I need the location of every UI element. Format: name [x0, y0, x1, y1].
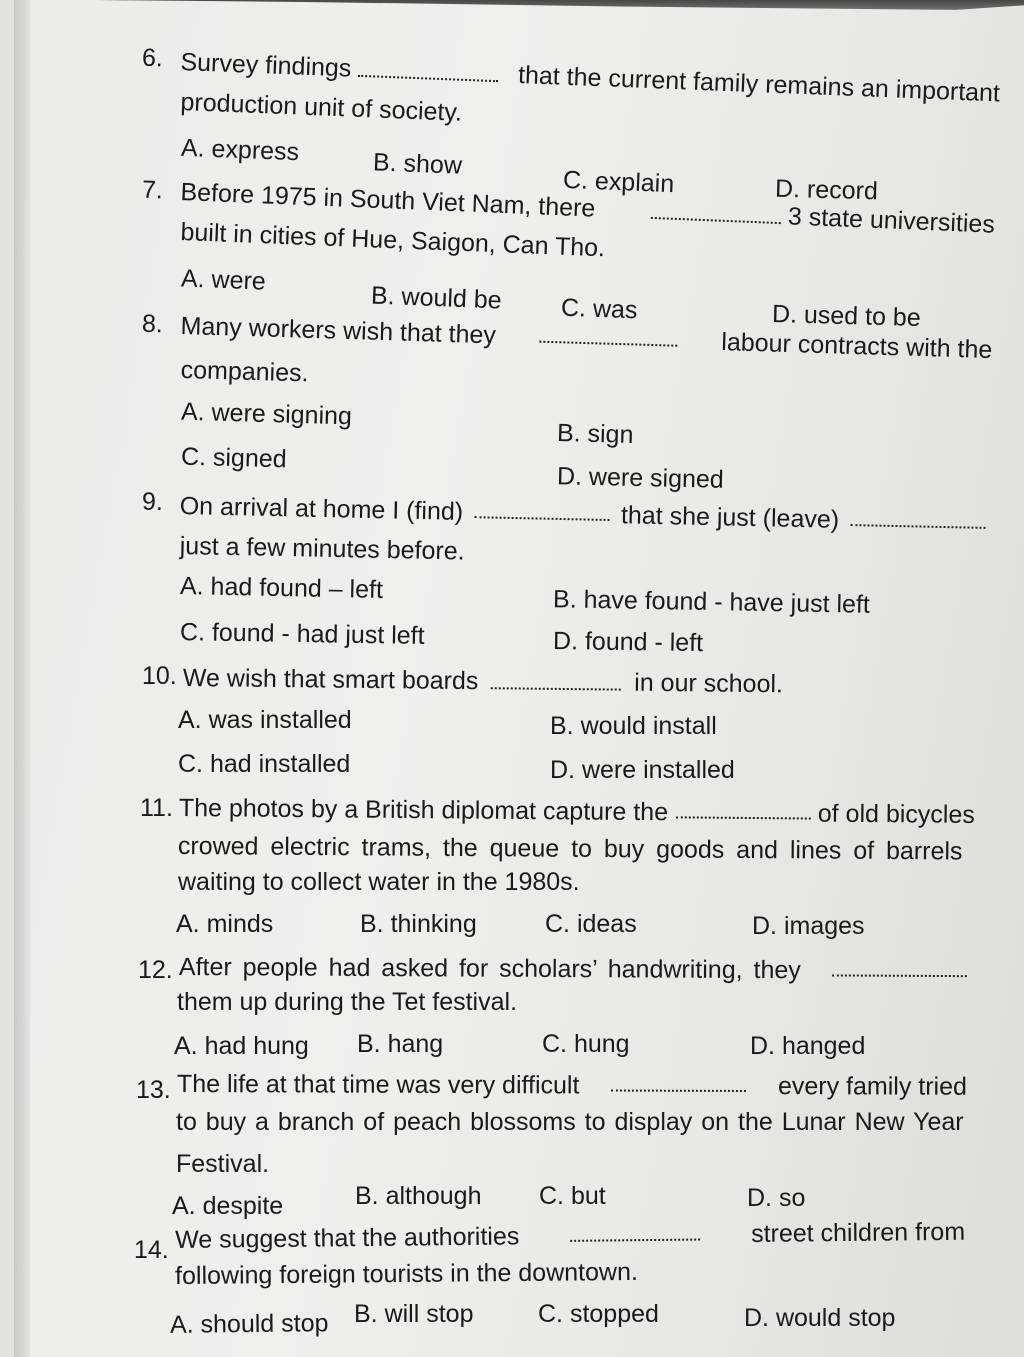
option-c[interactable]: C. hung	[542, 1030, 630, 1058]
question-text-line2: built in cities of Hue, Saigon, Can Tho.	[180, 218, 606, 263]
option-d[interactable]: D. were installed	[550, 756, 735, 784]
question-text-line2: production unit of society.	[180, 88, 463, 127]
option-d[interactable]: D. would stop	[744, 1304, 896, 1332]
answer-blank[interactable]	[570, 1223, 700, 1242]
answer-blank[interactable]	[491, 671, 621, 690]
option-a[interactable]: A. had found – left	[179, 572, 384, 604]
question-text-line3: Festival.	[176, 1150, 270, 1178]
question-text-line3: waiting to collect water in the 1980s.	[178, 868, 580, 896]
question-number: 6.	[141, 43, 164, 73]
question-text: Survey findings that the current family remains an important	[180, 48, 1001, 108]
option-d[interactable]: D. record	[774, 174, 879, 206]
option-c[interactable]: C. stopped	[538, 1300, 659, 1328]
option-d[interactable]: D. images	[752, 912, 865, 940]
answer-blank[interactable]	[540, 325, 678, 347]
option-c[interactable]: C. found - had just left	[179, 618, 425, 650]
option-c[interactable]: C. had installed	[178, 750, 351, 778]
question-text: On arrival at home I (find) that she just (leave)	[179, 494, 985, 536]
page-edge	[14, 0, 30, 1357]
question-text-line2: crowed electric trams, the queue to buy goods and lines of barrels	[177, 832, 963, 866]
option-c[interactable]: C. ideas	[545, 910, 637, 938]
option-d[interactable]: D. so	[747, 1184, 806, 1212]
answer-blank-1[interactable]	[474, 500, 609, 521]
option-b[interactable]: B. would install	[550, 712, 717, 740]
question-text: The life at that time was very difficult every family tried	[176, 1070, 968, 1101]
worksheet-page	[14, 0, 1024, 1357]
question-number: 11.	[140, 794, 173, 822]
option-b[interactable]: B. would be	[370, 281, 503, 315]
option-c[interactable]: C. was	[560, 293, 638, 325]
question-text-line2: following foreign tourists in the downtown.	[174, 1257, 638, 1290]
question-number: 10.	[142, 662, 177, 690]
option-b[interactable]: B. sign	[556, 419, 634, 449]
question-number: 8.	[141, 309, 164, 339]
option-a[interactable]: A. had hung	[174, 1032, 309, 1060]
question-text: We suggest that the authorities street children from	[174, 1217, 966, 1254]
option-b[interactable]: B. hang	[357, 1030, 444, 1058]
answer-blank[interactable]	[651, 201, 782, 224]
option-a[interactable]: A. should stop	[169, 1309, 329, 1339]
option-d[interactable]: D. were signed	[556, 462, 725, 494]
answer-blank[interactable]	[675, 800, 810, 819]
option-a[interactable]: A. were	[180, 264, 267, 296]
option-a[interactable]: A. despite	[172, 1192, 284, 1220]
question-text: Many workers wish that they labour contracts with the	[180, 312, 993, 365]
question-text: The photos by a British diplomat capture the of old bicycles	[178, 794, 975, 829]
option-a[interactable]: A. minds	[176, 910, 274, 938]
option-a[interactable]: A. were signing	[180, 397, 353, 431]
option-c[interactable]: C. but	[539, 1182, 606, 1210]
option-a[interactable]: A. was installed	[178, 706, 352, 734]
question-text: After people had asked for scholars’ handwriting, they	[179, 955, 967, 984]
answer-blank[interactable]	[611, 1074, 746, 1092]
question-text: Before 1975 in South Viet Nam, there 3 state universities	[179, 178, 996, 239]
answer-blank-2[interactable]	[850, 508, 985, 529]
question-text-line2: them up during the Tet festival.	[177, 988, 518, 1016]
question-number: 12.	[138, 956, 173, 984]
question-number: 13.	[136, 1076, 171, 1104]
question-text-line2: to buy a branch of peach blossoms to display on the Lunar New Year	[176, 1108, 964, 1136]
option-c[interactable]: C. explain	[562, 165, 675, 199]
answer-blank[interactable]	[358, 59, 499, 82]
answer-blank[interactable]	[832, 958, 967, 977]
option-b[interactable]: B. although	[355, 1182, 482, 1210]
option-d[interactable]: D. found - left	[552, 626, 704, 658]
option-b[interactable]: B. have found - have just left	[552, 585, 871, 619]
option-b[interactable]: B. will stop	[354, 1300, 474, 1328]
question-number: 9.	[142, 488, 163, 516]
option-b[interactable]: B. show	[372, 148, 463, 180]
option-b[interactable]: B. thinking	[360, 910, 477, 938]
question-text-line2: companies.	[180, 356, 309, 388]
question-text: We wish that smart boards in our school.	[182, 664, 784, 699]
option-c[interactable]: C. signed	[180, 442, 287, 474]
top-shadow	[14, 0, 1024, 22]
option-d[interactable]: D. used to be	[771, 300, 922, 332]
option-d[interactable]: D. hanged	[750, 1032, 866, 1060]
question-text-line2: just a few minutes before.	[179, 532, 465, 566]
option-a[interactable]: A. express	[180, 133, 300, 167]
question-number: 14.	[134, 1236, 169, 1264]
question-number: 7.	[141, 175, 164, 205]
